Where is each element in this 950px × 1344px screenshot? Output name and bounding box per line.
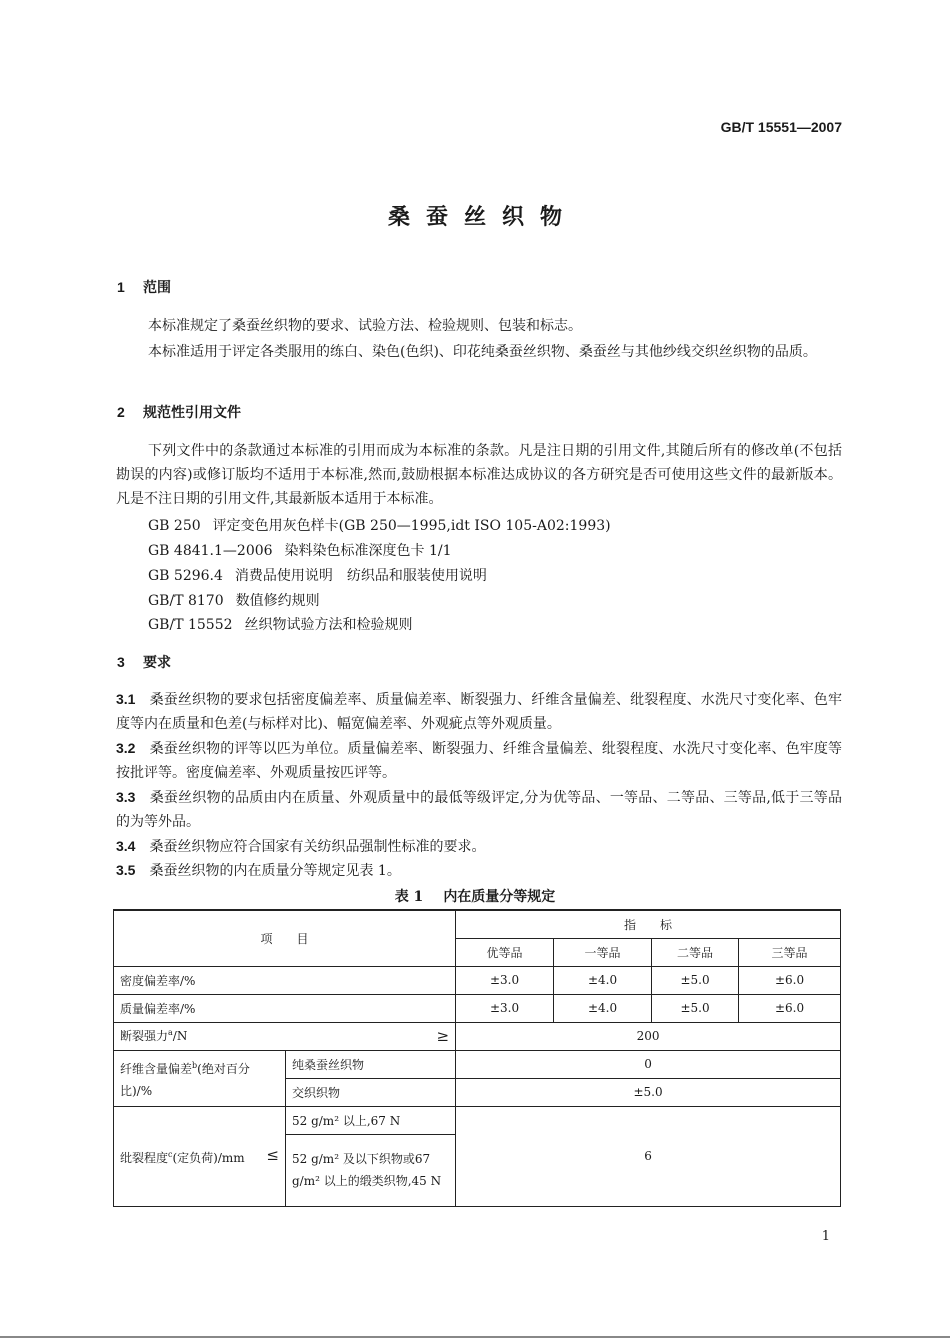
clause-number: 3.3 [116, 789, 136, 805]
table-cell: ±4.0 [554, 966, 652, 994]
row-label-text: 纰裂程度 [120, 1150, 169, 1165]
table-row [114, 1050, 841, 1078]
page-number: 1 [821, 1229, 830, 1244]
reference-item [148, 614, 413, 634]
clause-number: 3.1 [116, 691, 136, 707]
table-cell: 6 [456, 1106, 841, 1206]
reference-item [148, 540, 452, 560]
row-label-unit: /N [172, 1029, 188, 1043]
row-label-rest: (定负荷)/mm [172, 1150, 245, 1165]
clause-text: 桑蚕丝织物的评等以匹为单位。质量偏差率、断裂强力、纤维含量偏差、纰裂程度、水洗尺寸变化率、色牢度等按批评等。密度偏差率、外观质量按匹评等。 [116, 741, 842, 781]
reference-title: 评定变色用灰色样卡(GB 250—1995,idt ISO 105-A02:1993) [212, 518, 611, 534]
section-3-heading [117, 652, 171, 672]
clause-number: 3.2 [116, 740, 136, 756]
clause-text: 桑蚕丝织物的要求包括密度偏差率、质量偏差率、断裂强力、纤维含量偏差、纰裂程度、水洗尺寸变化率、色牢度等内在质量和色差(与标样对比)、幅宽偏差率、外观疵点等外观质量。 [116, 692, 842, 732]
footnote-mark: c [168, 1149, 173, 1159]
section-number: 3 [117, 654, 125, 670]
table-cell: ±5.0 [652, 966, 739, 994]
section-1-heading [117, 277, 171, 297]
table-cell: ±3.0 [456, 994, 554, 1022]
sub-row-label: 交织织物 [286, 1078, 456, 1106]
section-number: 2 [117, 404, 125, 420]
table-cell: 0 [456, 1050, 841, 1078]
table-caption-title: 内在质量分等规定 [443, 889, 556, 905]
standard-number: GB/T 15551—2007 [720, 119, 842, 135]
table-cell: 200 [456, 1022, 841, 1050]
reference-title: 丝织物试验方法和检验规则 [244, 617, 413, 633]
clause-3-2 [116, 736, 842, 785]
sub-row-label: 纯桑蚕丝织物 [286, 1050, 456, 1078]
clause-3-1 [116, 687, 842, 736]
section-number: 1 [117, 279, 125, 295]
grade-header-cell: 三等品 [739, 938, 841, 966]
row-label: 密度偏差率/% [114, 966, 456, 994]
row-label-text: 纤维含量偏差 [120, 1061, 193, 1076]
row-label [114, 1022, 456, 1050]
section-2-heading [117, 402, 241, 422]
table-row [114, 994, 841, 1022]
table-cell: ±6.0 [739, 994, 841, 1022]
row-label-rest: (绝对百分比)/% [120, 1061, 250, 1098]
section-2-paragraph-1: 下列文件中的条款通过本标准的引用而成为本标准的条款。凡是注日期的引用文件,其随后所有的修改单(不包括勘误的内容)或修订版均不适用于本标准,然而,鼓励根据本标准达成协议的各方研究是否可使用这些文件的最新版本。凡是不注日期的引用文件,其最新版本适用于本标准。 [116, 443, 842, 507]
reference-code: GB/T 8170 [148, 593, 224, 609]
table-caption [0, 886, 950, 906]
row-label-text: 断裂强力 [120, 1029, 169, 1043]
table-caption-number: 表 1 [394, 889, 424, 905]
footnote-mark: b [192, 1060, 198, 1070]
reference-code: GB/T 15552 [148, 617, 233, 633]
reference-title: 染料染色标准深度色卡 1/1 [284, 543, 452, 559]
reference-code: GB 4841.1—2006 [148, 543, 273, 559]
page-bottom-rule [0, 1336, 950, 1338]
document-title: 桑蚕丝织物 [387, 204, 578, 230]
table-cell: ±5.0 [652, 994, 739, 1022]
row-label [114, 1050, 286, 1106]
reference-title: 消费品使用说明 纺织品和服装使用说明 [234, 568, 487, 584]
greater-equal-symbol: ≥ [436, 1027, 450, 1045]
table-cell: ±5.0 [456, 1078, 841, 1106]
section-title: 要求 [143, 655, 171, 671]
reference-item [148, 590, 320, 610]
quality-grade-table [113, 909, 841, 1207]
table-row [114, 966, 841, 994]
reference-code: GB 250 [148, 518, 201, 534]
footnote-mark: a [168, 1028, 173, 1037]
row-label [114, 1106, 286, 1206]
reference-item [148, 565, 487, 585]
clause-3-3 [116, 785, 842, 834]
row-label: 质量偏差率/% [114, 994, 456, 1022]
table-cell: ±6.0 [739, 966, 841, 994]
section-title: 范围 [143, 280, 171, 296]
reference-title: 数值修约规则 [235, 593, 320, 609]
section-1-paragraph-2: 本标准适用于评定各类服用的练白、染色(色织)、印花纯桑蚕丝织物、桑蚕丝与其他纱线交织丝织物的品质。 [148, 344, 817, 360]
table-cell: ±3.0 [456, 966, 554, 994]
table-row [114, 1106, 841, 1134]
grade-header-cell: 一等品 [554, 938, 652, 966]
clause-text: 桑蚕丝织物的内在质量分等规定见表 1。 [149, 863, 401, 879]
sub-row-label: 52 g/m² 及以下织物或67 g/m² 以上的缎类织物,45 N [286, 1134, 456, 1206]
clause-text: 桑蚕丝织物的品质由内在质量、外观质量中的最低等级评定,分为优等品、一等品、二等品、三等品,低于三等品的为等外品。 [116, 790, 842, 830]
reference-item [148, 515, 611, 535]
grade-header-cell: 优等品 [456, 938, 554, 966]
table-row [114, 1022, 841, 1050]
clause-number: 3.4 [116, 838, 136, 854]
clause-number: 3.5 [116, 862, 136, 878]
header-item-cell: 项 目 [114, 910, 456, 966]
grade-header-cell: 二等品 [652, 938, 739, 966]
table-header-row [114, 910, 841, 938]
clause-3-4 [116, 834, 842, 859]
sub-row-label: 52 g/m² 以上,67 N [286, 1106, 456, 1134]
section-1-paragraph-1: 本标准规定了桑蚕丝织物的要求、试验方法、检验规则、包装和标志。 [148, 318, 582, 334]
header-index-cell: 指 标 [456, 910, 841, 938]
section-title: 规范性引用文件 [143, 405, 241, 421]
less-equal-symbol: ≤ [266, 1145, 279, 1164]
clause-3-5 [116, 858, 842, 883]
reference-code: GB 5296.4 [148, 568, 223, 584]
table-cell: ±4.0 [554, 994, 652, 1022]
clause-text: 桑蚕丝织物应符合国家有关纺织品强制性标准的要求。 [149, 839, 486, 855]
